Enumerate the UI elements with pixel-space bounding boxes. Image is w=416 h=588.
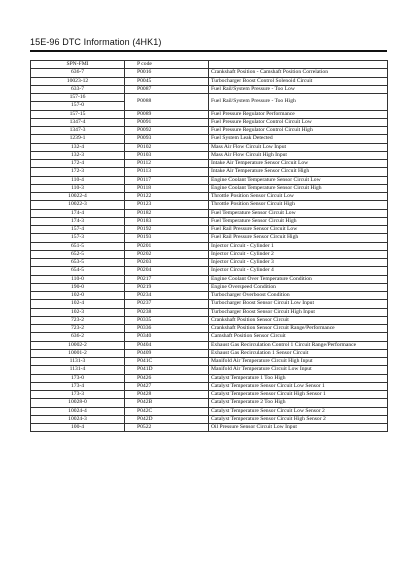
spn-fmi-cell: 1239-1 — [31, 135, 125, 143]
spn-fmi-cell: 157-15 — [31, 110, 125, 118]
spn-fmi-cell: 723-2 — [31, 316, 125, 324]
p-code-cell: P0238 — [125, 308, 209, 316]
spn-fmi-cell: 723-2 — [31, 325, 125, 333]
table-row — [31, 341, 388, 349]
p-code-cell: P0118 — [125, 184, 209, 192]
spn-fmi-cell: 174-3 — [31, 217, 125, 225]
table-row — [31, 135, 388, 143]
p-code-cell: P0087 — [125, 85, 209, 93]
description-cell: Catalyst Temperature Sensor Circuit High Sensor 2 — [209, 415, 388, 423]
spn-fmi-cell: 653-5 — [31, 259, 125, 267]
spn-fmi-cell: 173-0 — [31, 374, 125, 382]
spn-fmi-cell: 1131-4 — [31, 366, 125, 374]
table-row — [31, 267, 388, 275]
description-cell: Mass Air Flow Circuit High Input — [209, 151, 388, 159]
table-row — [31, 316, 388, 324]
p-code-cell: P0237 — [125, 300, 209, 308]
column-header-spn-fmi: SPN-FMI — [31, 61, 125, 69]
table-row — [31, 201, 388, 209]
p-code-cell: P0088 — [125, 94, 209, 111]
description-cell: Engine Overspeed Condition — [209, 283, 388, 291]
p-code-cell: P0089 — [125, 110, 209, 118]
description-cell: Fuel Pressure Regulator Performance — [209, 110, 388, 118]
p-code-cell: P0404 — [125, 341, 209, 349]
p-code-cell: P0183 — [125, 217, 209, 225]
p-code-cell: P0340 — [125, 333, 209, 341]
p-code-cell: P0217 — [125, 275, 209, 283]
table-row — [31, 407, 388, 415]
table-row — [31, 118, 388, 126]
p-code-cell: P041D — [125, 366, 209, 374]
table-row — [31, 292, 388, 300]
description-cell: Catalyst Temperature 1 Too High — [209, 374, 388, 382]
description-cell: Crankshaft Position Sensor Circuit Range/Performance — [209, 325, 388, 333]
table-header-row — [31, 61, 388, 69]
p-code-cell: P0335 — [125, 316, 209, 324]
spn-fmi-cell: 132-4 — [31, 143, 125, 151]
spn-fmi-cell: 190-0 — [31, 283, 125, 291]
spn-fmi-cell: 157-0 — [31, 102, 125, 110]
table-row — [31, 349, 388, 357]
p-code-cell: P0092 — [125, 127, 209, 135]
p-code-cell: P0192 — [125, 226, 209, 234]
spn-fmi-cell: 102-4 — [31, 300, 125, 308]
description-cell: Throttle Position Sensor Circuit Low — [209, 193, 388, 201]
spn-fmi-cell: 10022-4 — [31, 193, 125, 201]
description-cell: Exhaust Gas Recirculation Control 1 Circuit Range/Performance — [209, 341, 388, 349]
p-code-cell: P042D — [125, 415, 209, 423]
p-code-cell: P0112 — [125, 160, 209, 168]
p-code-cell: P0122 — [125, 193, 209, 201]
description-cell: Catalyst Temperature 2 Too High — [209, 399, 388, 407]
description-cell: Crankshaft Position Sensor Circuit — [209, 316, 388, 324]
spn-fmi-cell: 10001-2 — [31, 349, 125, 357]
table-row — [31, 250, 388, 258]
table-row — [31, 358, 388, 366]
p-code-cell: P0426 — [125, 374, 209, 382]
spn-fmi-cell: 102-3 — [31, 308, 125, 316]
table-row — [31, 300, 388, 308]
description-cell: Catalyst Temperature Sensor Circuit High Sensor 1 — [209, 391, 388, 399]
description-cell: Fuel Temperature Sensor Circuit Low — [209, 209, 388, 217]
spn-fmi-cell: 636-7 — [31, 69, 125, 77]
spn-fmi-cell: 157-3 — [31, 234, 125, 242]
table-row — [31, 415, 388, 423]
page-header: 15E-96 DTC Information (4HK1) — [30, 37, 162, 47]
table-row — [31, 382, 388, 390]
spn-fmi-cell: 652-5 — [31, 250, 125, 258]
description-cell: Fuel System Leak Detected — [209, 135, 388, 143]
spn-fmi-cell: 10002-2 — [31, 341, 125, 349]
description-cell: Catalyst Temperature Sensor Circuit Low Sensor 2 — [209, 407, 388, 415]
table-row — [31, 424, 388, 432]
spn-fmi-cell: 10022-3 — [31, 201, 125, 209]
spn-fmi-cell: 102-0 — [31, 292, 125, 300]
spn-fmi-cell: 172-3 — [31, 168, 125, 176]
spn-fmi-cell: 636-2 — [31, 333, 125, 341]
description-cell: Turbocharger Boost Sensor Circuit High Input — [209, 308, 388, 316]
description-cell: Turbocharger Boost Sensor Circuit Low Input — [209, 300, 388, 308]
p-code-cell: P041C — [125, 358, 209, 366]
description-cell: Manifold Air Temperature Circuit Low Input — [209, 366, 388, 374]
p-code-cell: P0234 — [125, 292, 209, 300]
description-cell: Fuel Rail/System Pressure - Too High — [209, 94, 388, 111]
description-cell: Mass Air Flow Circuit Low Input — [209, 143, 388, 151]
spn-fmi-cell: 173-4 — [31, 382, 125, 390]
table-row — [31, 176, 388, 184]
table-row — [31, 77, 388, 85]
table-row — [31, 168, 388, 176]
p-code-cell: P0091 — [125, 118, 209, 126]
description-cell: Turbocharger Overboost Condition — [209, 292, 388, 300]
description-cell: Exhaust Gas Recirculation 1 Sensor Circuit — [209, 349, 388, 357]
p-code-cell: P0201 — [125, 242, 209, 250]
spn-fmi-cell: 1347-4 — [31, 118, 125, 126]
table-row — [31, 217, 388, 225]
spn-fmi-cell: 10028-0 — [31, 399, 125, 407]
table-row — [31, 325, 388, 333]
description-cell: Fuel Pressure Regulator Control Circuit High — [209, 127, 388, 135]
description-cell: Manifold Air Temperature Circuit High Input — [209, 358, 388, 366]
spn-fmi-cell: 1347-3 — [31, 127, 125, 135]
p-code-cell: P0113 — [125, 168, 209, 176]
spn-fmi-cell: 100-4 — [31, 424, 125, 432]
description-cell: Crankshaft Position - Camshaft Position Correlation — [209, 69, 388, 77]
table-row — [31, 184, 388, 192]
p-code-cell: P0427 — [125, 382, 209, 390]
p-code-cell: P0204 — [125, 267, 209, 275]
table-body — [31, 69, 388, 432]
table-row — [31, 283, 388, 291]
p-code-cell: P0202 — [125, 250, 209, 258]
dtc-table — [30, 60, 388, 432]
spn-fmi-cell: 172-4 — [31, 160, 125, 168]
p-code-cell: P0522 — [125, 424, 209, 432]
table-row — [31, 242, 388, 250]
p-code-cell: P0409 — [125, 349, 209, 357]
table-row — [31, 226, 388, 234]
description-cell: Turbocharger Boost Control Solenoid Circuit — [209, 77, 388, 85]
description-cell: Injector Circuit - Cylinder 2 — [209, 250, 388, 258]
table-row — [31, 259, 388, 267]
spn-fmi-cell: 10024-4 — [31, 407, 125, 415]
description-cell: Engine Coolant Temperature Sensor Circuit High — [209, 184, 388, 192]
spn-fmi-cell: 157-4 — [31, 226, 125, 234]
description-cell: Camshaft Position Sensor Circuit — [209, 333, 388, 341]
description-cell: Engine Coolant Over Temperature Condition — [209, 275, 388, 283]
spn-fmi-cell: 110-4 — [31, 176, 125, 184]
p-code-cell: P0336 — [125, 325, 209, 333]
spn-fmi-cell: 110-3 — [31, 184, 125, 192]
header-rule — [30, 50, 387, 52]
spn-fmi-cell: 174-4 — [31, 209, 125, 217]
table-row — [31, 399, 388, 407]
table-row — [31, 333, 388, 341]
spn-fmi-cell: 173-3 — [31, 391, 125, 399]
table-row — [31, 275, 388, 283]
table-row — [31, 151, 388, 159]
table-row — [31, 209, 388, 217]
table-row — [31, 85, 388, 93]
description-cell: Injector Circuit - Cylinder 1 — [209, 242, 388, 250]
table-row — [31, 127, 388, 135]
p-code-cell: P042C — [125, 407, 209, 415]
p-code-cell: P0103 — [125, 151, 209, 159]
table-row — [31, 374, 388, 382]
p-code-cell: P0203 — [125, 259, 209, 267]
description-cell: Intake Air Temperature Sensor Circuit High — [209, 168, 388, 176]
spn-fmi-cell: 10023-12 — [31, 77, 125, 85]
p-code-cell: P0123 — [125, 201, 209, 209]
spn-fmi-cell: 1131-3 — [31, 358, 125, 366]
table-row — [31, 110, 388, 118]
p-code-cell: P0016 — [125, 69, 209, 77]
table-row — [31, 160, 388, 168]
description-cell: Fuel Rail Pressure Sensor Circuit Low — [209, 226, 388, 234]
description-cell: Intake Air Temperature Sensor Circuit Low — [209, 160, 388, 168]
description-cell: Injector Circuit - Cylinder 4 — [209, 267, 388, 275]
table-row — [31, 391, 388, 399]
description-cell: Catalyst Temperature Sensor Circuit Low Sensor 1 — [209, 382, 388, 390]
description-cell: Throttle Position Sensor Circuit High — [209, 201, 388, 209]
p-code-cell: P0093 — [125, 135, 209, 143]
table-row — [31, 193, 388, 201]
spn-fmi-cell: 132-3 — [31, 151, 125, 159]
p-code-cell: P0219 — [125, 283, 209, 291]
table-row — [31, 366, 388, 374]
table-row — [31, 69, 388, 77]
description-cell: Fuel Rail Pressure Sensor Circuit High — [209, 234, 388, 242]
description-cell: Oil Pressure Sensor Circuit Low Input — [209, 424, 388, 432]
p-code-cell: P0193 — [125, 234, 209, 242]
p-code-cell: P0117 — [125, 176, 209, 184]
column-header-p-code: P code — [125, 61, 209, 69]
p-code-cell: P0182 — [125, 209, 209, 217]
table-row — [31, 143, 388, 151]
table-row — [31, 234, 388, 242]
spn-fmi-cell: 110-0 — [31, 275, 125, 283]
description-cell: Fuel Pressure Regulator Control Circuit Low — [209, 118, 388, 126]
table-row — [31, 94, 388, 102]
spn-fmi-cell: 651-5 — [31, 242, 125, 250]
description-cell: Fuel Temperature Sensor Circuit High — [209, 217, 388, 225]
p-code-cell: P0102 — [125, 143, 209, 151]
p-code-cell: P0428 — [125, 391, 209, 399]
spn-fmi-cell: 633-7 — [31, 85, 125, 93]
description-cell: Engine Coolant Temperature Sensor Circuit Low — [209, 176, 388, 184]
p-code-cell: P0045 — [125, 77, 209, 85]
column-header-description — [209, 61, 388, 69]
spn-fmi-cell: 654-5 — [31, 267, 125, 275]
description-cell: Fuel Rail/System Pressure - Too Low — [209, 85, 388, 93]
description-cell: Injector Circuit - Cylinder 3 — [209, 259, 388, 267]
spn-fmi-cell: 10024-3 — [31, 415, 125, 423]
spn-fmi-cell: 157-16 — [31, 94, 125, 102]
table-row — [31, 308, 388, 316]
p-code-cell: P042B — [125, 399, 209, 407]
